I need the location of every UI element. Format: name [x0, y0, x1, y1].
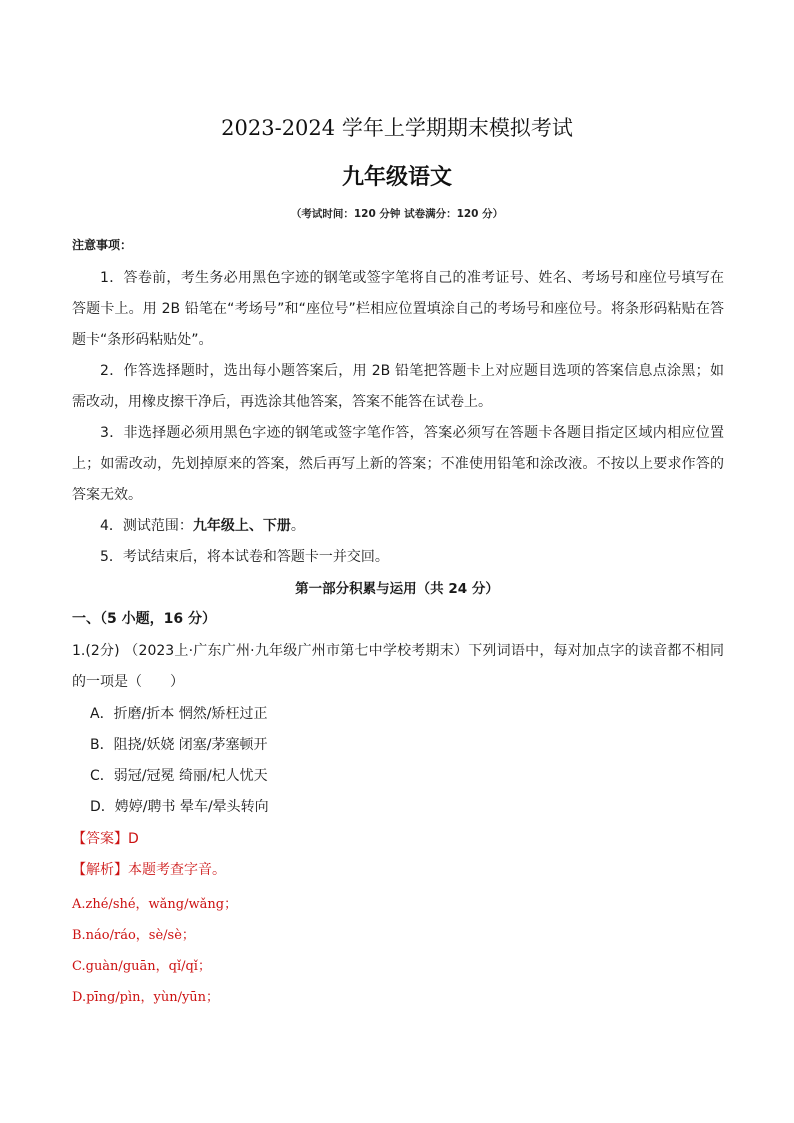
section-heading: 一、（5 小题，16 分）: [72, 611, 216, 627]
exam-meta: （考试时间：120 分钟 试卷满分：120 分）: [290, 208, 504, 220]
pinyin-d: D.pīng/pìn，yùn/yūn；: [72, 990, 220, 1005]
notice-heading: 注意事项：: [72, 238, 133, 252]
analysis-text: 本题考查字音。: [128, 862, 226, 878]
exam-subtitle: 九年级语文: [341, 165, 452, 190]
analysis-line: [72, 859, 226, 879]
notice-item-3: 3．非选择题必须用黑色字迹的钢笔或签字笔作答，答案必须写在答题卡各题目指定区域内相应位置上；如需改动，先划掉原来的答案，然后再写上新的答案；不准使用铅笔和涂改液。不按以上要求作答的答案无效。: [72, 425, 724, 503]
pinyin-b: B.náo/ráo，sè/sè；: [72, 928, 195, 943]
notice-item-4: [72, 511, 724, 542]
notice-item-4-scope: 九年级上、下册: [192, 518, 291, 534]
answer-value: D: [128, 831, 139, 847]
option-c: C．弱冠/冠冕 绮丽/杞人忧天: [90, 768, 268, 784]
notice-item-5: 5．考试结束后，将本试卷和答题卡一并交回。: [100, 549, 389, 565]
pinyin-a: A.zhé/shé，wǎng/wǎng；: [72, 897, 238, 912]
question-1: 1.(2分) （2023上·广东广州·九年级广州市第七中学校考期末）下列词语中，每对加点字的读音都不相同的一项是（ ）: [72, 643, 724, 690]
exam-title: 2023-2024 学年上学期期末模拟考试: [221, 116, 573, 140]
pinyin-c: C.guàn/guān，qǐ/qǐ；: [72, 959, 211, 974]
notice-item-1: 1．答卷前，考生务必用黑色字迹的钢笔或签字笔将自己的准考证号、姓名、考场号和座位号填写在答题卡上。用 2B 铅笔在“考场号”和“座位号”栏相应位置填涂自己的考场号和座位号。将条形码粘贴在答题卡“条形码粘贴处”。: [72, 270, 724, 348]
answer-label: 【答案】: [72, 831, 128, 847]
notice-item-4-suffix: 。: [290, 518, 305, 534]
notice-item-4-prefix: 4．测试范围：: [100, 518, 193, 534]
option-b: B．阻挠/妖娆 闭塞/茅塞顿开: [90, 737, 268, 753]
option-d: D．娉婷/聘书 晕车/晕头转向: [90, 799, 269, 815]
answer-line: [72, 828, 139, 848]
analysis-label: 【解析】: [72, 862, 128, 878]
option-a: A．折磨/折本 惘然/矫枉过正: [90, 706, 268, 722]
part-heading: 第一部分积累与运用（共 24 分）: [295, 581, 499, 597]
notice-item-2: 2．作答选择题时，选出每小题答案后，用 2B 铅笔把答题卡上对应题目选项的答案信息点涂黑；如需改动，用橡皮擦干净后，再选涂其他答案，答案不能答在试卷上。: [72, 363, 724, 410]
